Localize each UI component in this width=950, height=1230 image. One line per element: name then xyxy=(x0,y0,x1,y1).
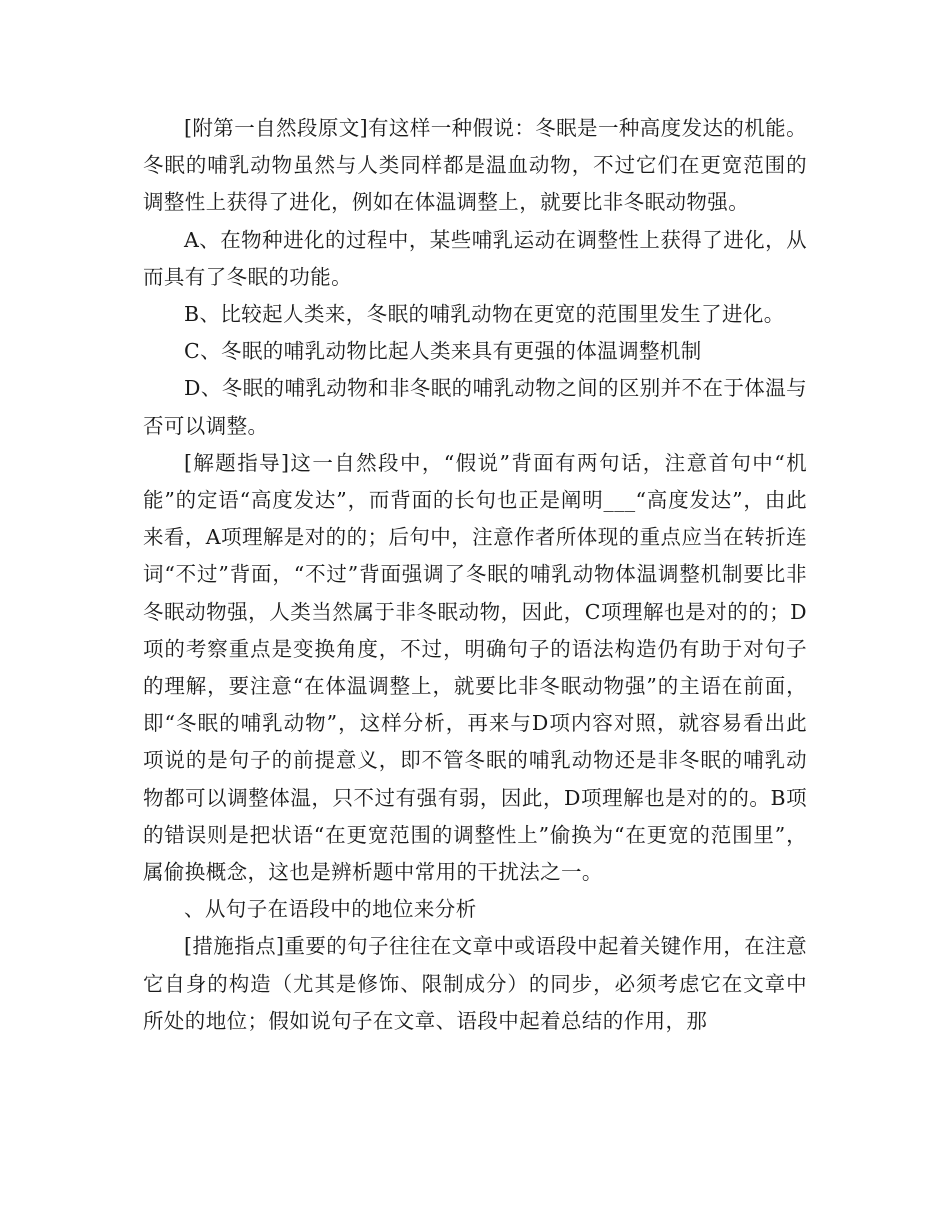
option-a-paragraph: A、在物种进化的过程中，某些哺乳运动在调整性上获得了进化，从而具有了冬眠的功能。 xyxy=(143,227,807,289)
section-heading: 、从句子在语段中的地位来分析 xyxy=(184,897,477,922)
option-d-paragraph: D、冬眠的哺乳动物和非冬眠的哺乳动物之间的区别并不在于体温与否可以调整。 xyxy=(143,376,807,438)
document-body xyxy=(143,110,807,1040)
option-b-paragraph: B、比较起人类来，冬眠的哺乳动物在更宽的范围里发生了进化。 xyxy=(184,302,785,327)
method-guide-paragraph: [措施指点]重要的句子往往在文章中或语段中起着关键作用，在注意它自身的构造（尤其是修饰、限制成分）的同步，必须考虑它在文章中所处的地位；假如说句子在文章、语段中起着总结的作用，那 xyxy=(143,934,807,1033)
option-c-paragraph: C、冬眠的哺乳动物比起人类来具有更强的体温调整机制 xyxy=(184,339,702,364)
solution-guide-paragraph: [解题指导]这一自然段中，“假说”背面有两句话，注意首句中“机能”的定语“高度发达”，而背面的长句也正是阐明___“高度发达”，由此来看，A项理解是对的的；后句中，注意作者所体现的重点应当在转折连词“不过”背面，“不过”背面强调了冬眠的哺乳动物体温调整机制要比非冬眠动物强，人类当然属于非冬眠动物，因此，C项理解也是对的的；D项的考察重点是变换角度，不过，明确句子的语法构造仍有助于对句子的理解，要注意“在体温调整上，就要比非冬眠动物强”的主语在前面，即“冬眠的哺乳动物”，这样分析，再来与D项内容对照，就容易看出此项说的是句子的前提意义，即不管冬眠的哺乳动物还是非冬眠的哺乳动物都可以调整体温，只不过有强有弱，因此，D项理解也是对的的。B项的错误则是把状语“在更宽范围的调整性上”偷换为“在更宽的范围里”，属偷换概念，这也是辨析题中常用的干扰法之一。 xyxy=(143,450,807,885)
original-text-paragraph: [附第一自然段原文]有这样一种假说：冬眠是一种高度发达的机能。冬眠的哺乳动物虽然与人类同样都是温血动物，不过它们在更宽范围的调整性上获得了进化，例如在体温调整上，就要比非冬眠动物强。 xyxy=(143,116,807,215)
